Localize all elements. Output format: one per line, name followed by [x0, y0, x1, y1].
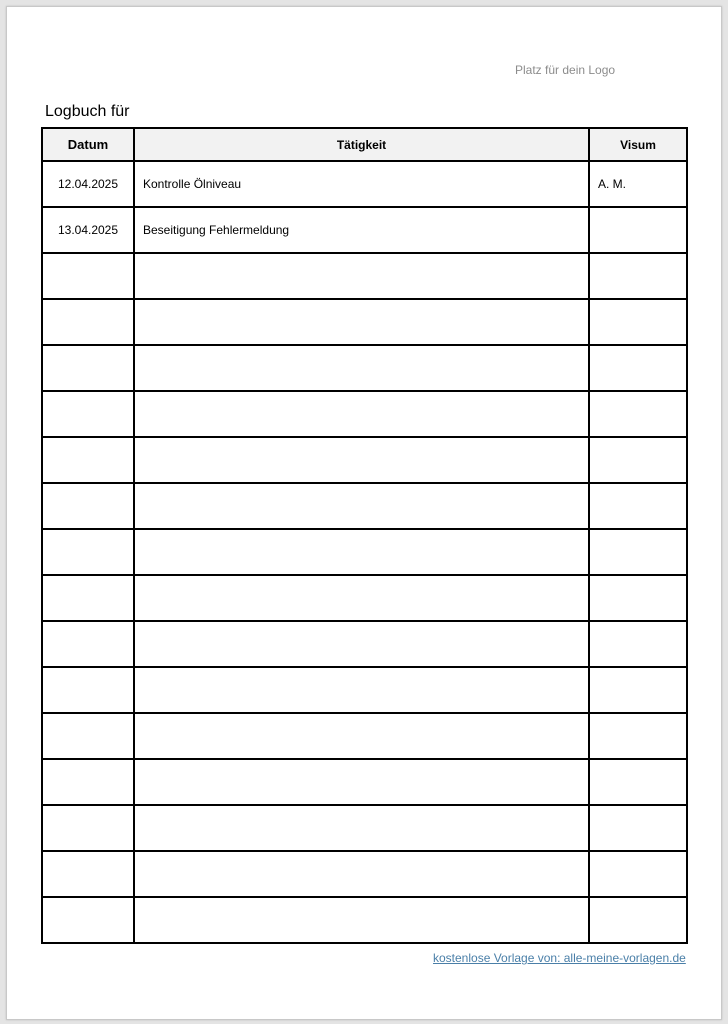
date-cell[interactable]	[42, 621, 134, 667]
activity-cell[interactable]	[134, 897, 589, 943]
date-cell[interactable]	[42, 575, 134, 621]
activity-cell[interactable]	[134, 529, 589, 575]
table-row	[42, 805, 687, 851]
date-cell[interactable]	[42, 805, 134, 851]
activity-cell[interactable]	[134, 621, 589, 667]
visa-cell[interactable]: A. M.	[589, 161, 687, 207]
activity-cell[interactable]: Kontrolle Ölniveau	[134, 161, 589, 207]
column-header-activity: Tätigkeit	[134, 128, 589, 161]
table-row	[42, 207, 687, 253]
date-cell[interactable]	[42, 713, 134, 759]
visa-cell[interactable]	[589, 299, 687, 345]
logbook-table	[41, 127, 688, 944]
table-row	[42, 253, 687, 299]
date-cell[interactable]: 13.04.2025	[42, 207, 134, 253]
table-row	[42, 897, 687, 943]
date-cell[interactable]	[42, 391, 134, 437]
table-row	[42, 667, 687, 713]
activity-cell[interactable]	[134, 805, 589, 851]
table-row	[42, 161, 687, 207]
date-cell[interactable]	[42, 345, 134, 391]
date-cell[interactable]	[42, 483, 134, 529]
date-cell[interactable]	[42, 529, 134, 575]
date-cell[interactable]	[42, 851, 134, 897]
visa-cell[interactable]	[589, 391, 687, 437]
visa-cell[interactable]	[589, 575, 687, 621]
table-row	[42, 529, 687, 575]
visa-cell[interactable]	[589, 621, 687, 667]
date-cell[interactable]	[42, 253, 134, 299]
visa-cell[interactable]	[589, 345, 687, 391]
table-body	[42, 161, 687, 943]
visa-cell[interactable]	[589, 667, 687, 713]
visa-cell[interactable]	[589, 253, 687, 299]
table-row	[42, 759, 687, 805]
column-header-visa: Visum	[589, 128, 687, 161]
visa-cell[interactable]	[589, 529, 687, 575]
activity-cell[interactable]	[134, 759, 589, 805]
activity-cell[interactable]	[134, 483, 589, 529]
visa-cell[interactable]	[589, 805, 687, 851]
column-header-date: Datum	[42, 128, 134, 161]
date-cell[interactable]	[42, 437, 134, 483]
date-cell[interactable]: 12.04.2025	[42, 161, 134, 207]
visa-cell[interactable]	[589, 483, 687, 529]
document-page	[6, 6, 722, 1020]
date-cell[interactable]	[42, 759, 134, 805]
table-row	[42, 299, 687, 345]
visa-cell[interactable]	[589, 437, 687, 483]
activity-cell[interactable]	[134, 253, 589, 299]
visa-cell[interactable]	[589, 851, 687, 897]
visa-cell[interactable]	[589, 897, 687, 943]
activity-cell[interactable]	[134, 851, 589, 897]
activity-cell[interactable]	[134, 667, 589, 713]
activity-cell[interactable]	[134, 299, 589, 345]
visa-cell[interactable]	[589, 759, 687, 805]
table-row	[42, 437, 687, 483]
table-header-row	[42, 128, 687, 161]
table-row	[42, 851, 687, 897]
logo-placeholder: Platz für dein Logo	[515, 63, 616, 77]
activity-cell[interactable]: Beseitigung Fehlermeldung	[134, 207, 589, 253]
visa-cell[interactable]	[589, 207, 687, 253]
date-cell[interactable]	[42, 667, 134, 713]
activity-cell[interactable]	[134, 345, 589, 391]
table-row	[42, 713, 687, 759]
date-cell[interactable]	[42, 897, 134, 943]
template-source-link[interactable]: kostenlose Vorlage von: alle-meine-vorlagen.de	[433, 951, 686, 965]
table-row	[42, 575, 687, 621]
date-cell[interactable]	[42, 299, 134, 345]
activity-cell[interactable]	[134, 575, 589, 621]
activity-cell[interactable]	[134, 713, 589, 759]
table-row	[42, 621, 687, 667]
table-row	[42, 483, 687, 529]
table-row	[42, 345, 687, 391]
activity-cell[interactable]	[134, 437, 589, 483]
activity-cell[interactable]	[134, 391, 589, 437]
page-title: Logbuch für	[45, 103, 130, 120]
table-row	[42, 391, 687, 437]
visa-cell[interactable]	[589, 713, 687, 759]
